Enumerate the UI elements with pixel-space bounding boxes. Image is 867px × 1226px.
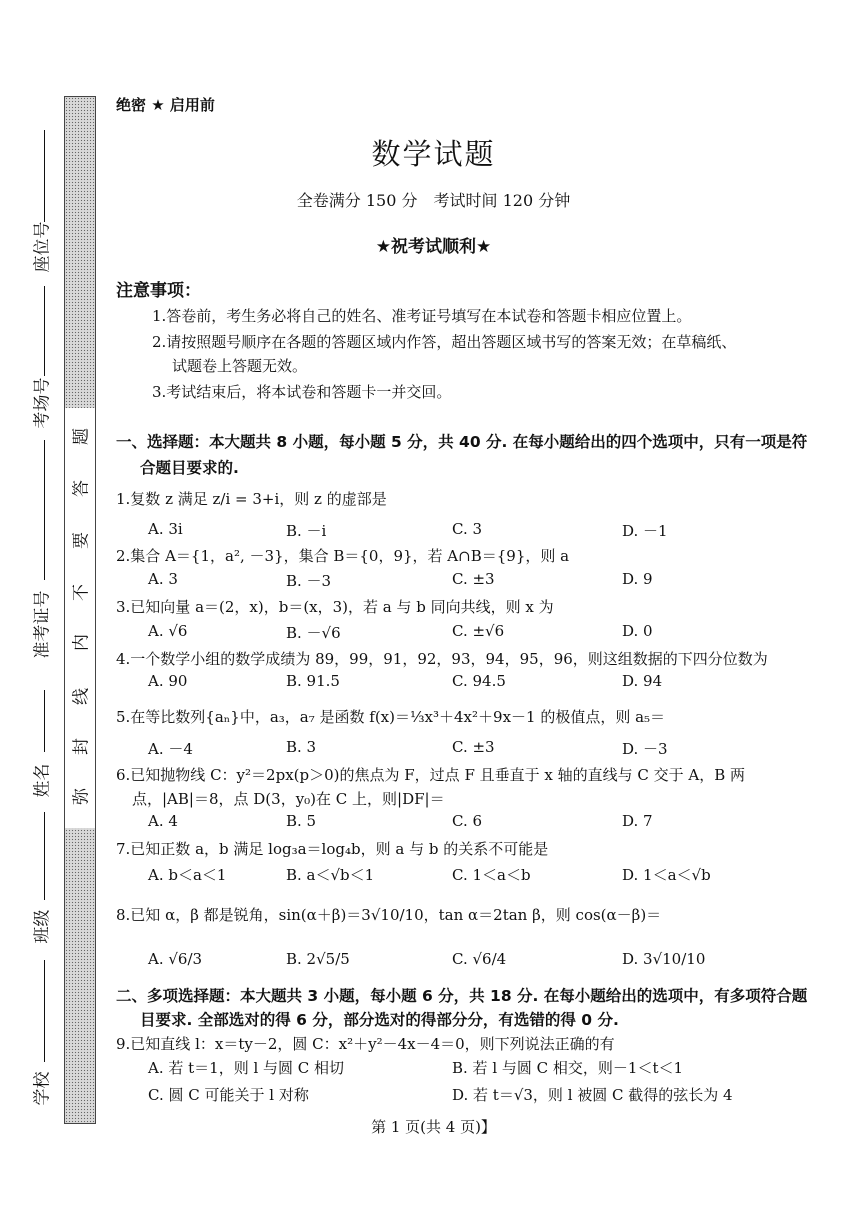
question-stem: 7.已知正数 a，b 满足 log₃a＝log₄b，则 a 与 b 的关系不可能是 [116,840,549,858]
seal-char: 弥 [71,788,92,805]
option-a: A. 4 [148,812,178,830]
class-label: 班级 [32,909,53,944]
page-number: 第 1 页(共 4 页)】 [371,1118,496,1136]
seal-char: 不 [71,584,92,601]
question-stem: 5.在等比数列{aₙ}中，a₃，a₇ 是函数 f(x)＝⅓x³＋4x²＋9x－1 的极值点，则 a₅＝ [116,708,666,726]
seal-area [64,408,96,828]
section-heading-cont: 合题目要求的. [140,459,239,477]
option-b: B. a＜√b＜1 [286,866,375,884]
option-c: C. √6/4 [452,950,507,968]
section-heading-cont: 目要求. 全部选对的得 6 分，部分选对的得部分分，有选错的得 0 分. [140,1011,619,1029]
name-line[interactable] [44,690,45,752]
exam-info: 全卷满分 150 分 考试时间 120 分钟 [296,191,571,210]
confidential-tag: 绝密 ★ 启用前 [116,96,215,114]
option-d: D. 9 [622,570,653,588]
question-stem-cont: 点，|AB|＝8，点 D(3，y₀)在 C 上，则|DF|＝ [132,790,445,808]
question-stem: 9.已知直线 l：x＝ty－2，圆 C：x²＋y²－4x－4＝0，则下列说法正确的有 [116,1035,615,1053]
question-stem: 4.一个数学小组的数学成绩为 89，99，91，92，93，94，95，96，则这组数据的下四分位数为 [116,650,768,668]
option-c: C. 1＜a＜b [452,866,531,884]
notice-item: 3.考试结束后，将本试卷和答题卡一并交回。 [152,383,452,401]
seal-char: 答 [71,480,92,497]
question-stem: 3.已知向量 a＝(2，x)，b＝(x，3)，若 a 与 b 同向共线，则 x 为 [116,598,554,616]
question-stem: 6.已知抛物线 C：y²＝2px(p＞0)的焦点为 F，过点 F 且垂直于 x 轴的直线与 C 交于 A，B 两 [116,766,746,784]
name-label: 姓名 [32,763,53,798]
option-b: B. 3 [286,738,317,756]
option-a: A. 3i [148,520,183,538]
exam-room-label: 考场号 [32,377,53,429]
option-b: B. 91.5 [286,672,340,690]
notice-item: 2.请按照题号顺序在各题的答题区域内作答，超出答题区域书写的答案无效；在草稿纸、 [152,333,737,351]
option-c: C. ±3 [452,738,495,756]
seal-char: 要 [71,532,92,549]
option-d: D. 若 t＝√3，则 l 被圆 C 截得的弦长为 4 [452,1086,733,1104]
option-b: B. －√6 [286,624,341,642]
option-d: D. 7 [622,812,653,830]
school-label: 学校 [32,1071,53,1106]
good-luck-banner: ★祝考试顺利★ [375,237,492,257]
exam-room-line[interactable] [44,286,45,376]
seat-number-label: 座位号 [32,221,53,273]
option-a: A. b＜a＜1 [148,866,227,884]
section-heading: 一、选择题：本大题共 8 小题，每小题 5 分，共 40 分. 在每小题给出的四个选项中，只有一项是符 [116,433,808,451]
seal-char: 封 [71,738,92,755]
option-d: D. －3 [622,740,668,758]
option-c: C. 圆 C 可能关于 l 对称 [148,1086,309,1104]
page-title: 数学试题 [371,137,496,171]
option-b: B. 5 [286,812,317,830]
option-d: D. －1 [622,522,668,540]
seal-char: 题 [71,428,92,445]
option-b: B. －i [286,522,327,540]
school-line[interactable] [44,960,45,1062]
option-c: C. 94.5 [452,672,506,690]
seal-char: 线 [71,688,92,705]
option-d: D. 0 [622,622,653,640]
question-stem: 1.复数 z 满足 z/i = 3+i，则 z 的虚部是 [116,490,387,508]
section-heading: 二、多项选择题：本大题共 3 小题，每小题 6 分，共 18 分. 在每小题给出的选项中，有多项符合题 [116,987,808,1005]
option-a: A. 90 [148,672,188,690]
notice-item-cont: 试题卷上答题无效。 [172,357,308,375]
option-c: C. ±√6 [452,622,505,640]
option-a: A. 若 t＝1，则 l 与圆 C 相切 [148,1059,345,1077]
option-c: C. ±3 [452,570,495,588]
option-c: C. 3 [452,520,483,538]
option-b: B. 若 l 与圆 C 相交，则－1＜t＜1 [452,1059,684,1077]
option-a: A. －4 [148,740,193,758]
class-line[interactable] [44,812,45,900]
seal-char: 内 [71,634,92,651]
option-d: D. 94 [622,672,663,690]
question-stem: 8.已知 α，β 都是锐角，sin(α＋β)＝3√10/10，tan α＝2tan β，则 cos(α－β)＝ [116,906,662,924]
option-c: C. 6 [452,812,483,830]
ticket-number-line[interactable] [44,440,45,580]
option-d: D. 3√10/10 [622,950,706,968]
option-a: A. √6/3 [148,950,203,968]
option-b: B. 2√5/5 [286,950,350,968]
option-d: D. 1＜a＜√b [622,866,711,884]
option-b: B. －3 [286,572,332,590]
ticket-number-label: 准考证号 [32,590,53,659]
option-a: A. 3 [148,570,178,588]
question-stem: 2.集合 A＝{1，a², －3}，集合 B＝{0，9}，若 A∩B＝{9}，则 a [116,547,570,565]
option-a: A. √6 [148,622,188,640]
notice-item: 1.答卷前，考生务必将自己的姓名、准考证号填写在本试卷和答题卡相应位置上。 [152,307,692,325]
notice-heading: 注意事项： [116,281,201,301]
